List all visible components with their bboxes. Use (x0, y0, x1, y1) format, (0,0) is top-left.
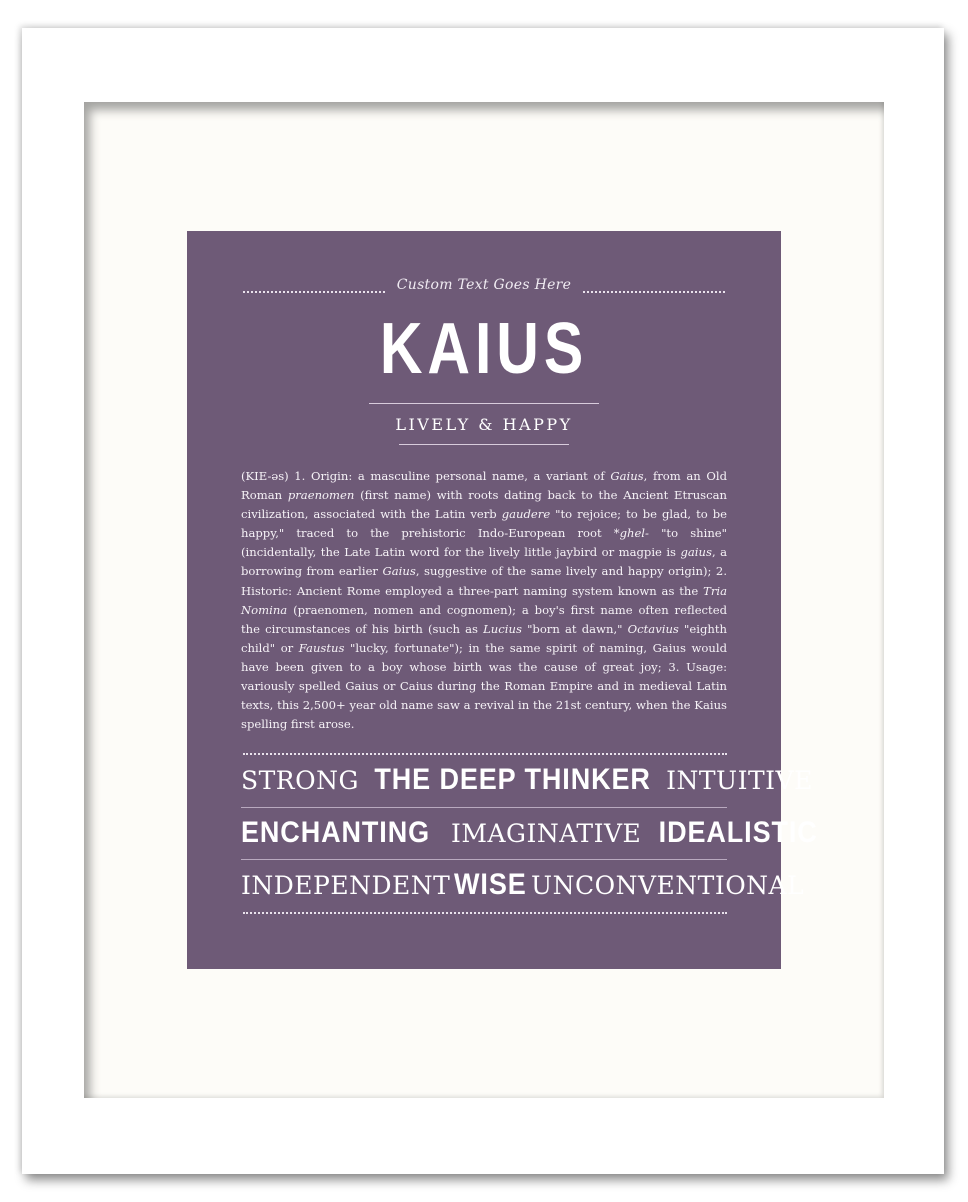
meaning-underline-rule (399, 444, 569, 445)
definition-text: (praenomen, nomen and cognomen); a boy's first name often reflected the circumstances of his birth (such as (241, 602, 727, 636)
trait-word: THE DEEP THINKER (374, 763, 651, 796)
definition-italic-term: Octavius (627, 621, 679, 636)
trait-word: UNCONVENTIONAL (531, 871, 805, 900)
definition-italic-term: gaudere (501, 507, 551, 522)
definition-italic-term: Gaius (382, 564, 416, 579)
trait-word: INTUITIVE (666, 766, 813, 795)
trait-row-divider (241, 859, 727, 860)
definition-text: (KIE-əs) 1. Origin: a masculine personal name, a variant of (241, 469, 611, 483)
name-definition (241, 467, 727, 734)
custom-text: Custom Text Goes Here (396, 277, 572, 293)
definition-text: , suggestive of the same lively and happy origin); 2. Historic: Ancient Rome employed a three-part naming system known as the (241, 564, 727, 598)
definition-text: "eighth child" or (241, 621, 727, 655)
trait-word: IDEALISTIC (658, 816, 818, 849)
trait-word: STRONG (241, 766, 359, 795)
definition-text: , a borrowing from earlier (241, 545, 727, 579)
definition-text: "to rejoice; to be glad, to be happy," traced to the prehistoric Indo-European root (241, 507, 727, 541)
definition-text: "to shine" (incidentally, the Late Latin word for the lively little jaybird or magpie is (241, 526, 727, 560)
definition-italic-term: Gaius (610, 469, 644, 483)
definition-italic-term: Lucius (483, 621, 522, 636)
definition-text: "born at dawn," (521, 621, 628, 636)
trait-row-2 (241, 816, 818, 856)
definition-italic-term: Tria Nomina (241, 583, 727, 617)
name-underline-rule (369, 403, 599, 404)
definition-text: , from an Old Roman (241, 469, 727, 503)
trait-word: ENCHANTING (241, 816, 430, 849)
trait-row-divider (241, 807, 727, 808)
definition-italic-term: praenomen (287, 488, 355, 503)
name-meaning: LIVELY & HAPPY (395, 415, 573, 434)
name-title: KAIUS (379, 309, 589, 389)
traits-top-dotted-line (243, 753, 727, 755)
traits-bottom-dotted-line (243, 912, 727, 914)
trait-word: WISE (454, 868, 527, 901)
definition-italic-term: *ghel- (613, 526, 649, 541)
definition-text: "lucky, fortunate"); in the same spirit of naming, Gaius would have been given to a boy whose birth was the cause of great joy; 3. Usage: variously spelled Gaius or Caius during the Roman Empire and in medieval Latin texts, this 2,500+ year old name saw a revival in the 21st century, when the Kaius spelling first arose. (241, 640, 727, 732)
trait-word: INDEPENDENT (241, 871, 451, 900)
trait-row-3 (241, 868, 805, 908)
definition-text: (first name) with roots dating back to the Ancient Etruscan civilization, associated with the Latin verb (241, 488, 727, 522)
definition-italic-term: Faustus (298, 640, 345, 655)
trait-row-1 (241, 763, 813, 803)
definition-italic-term: gaius (680, 545, 712, 560)
name-print-panel (187, 231, 818, 969)
trait-word: IMAGINATIVE (451, 819, 642, 848)
